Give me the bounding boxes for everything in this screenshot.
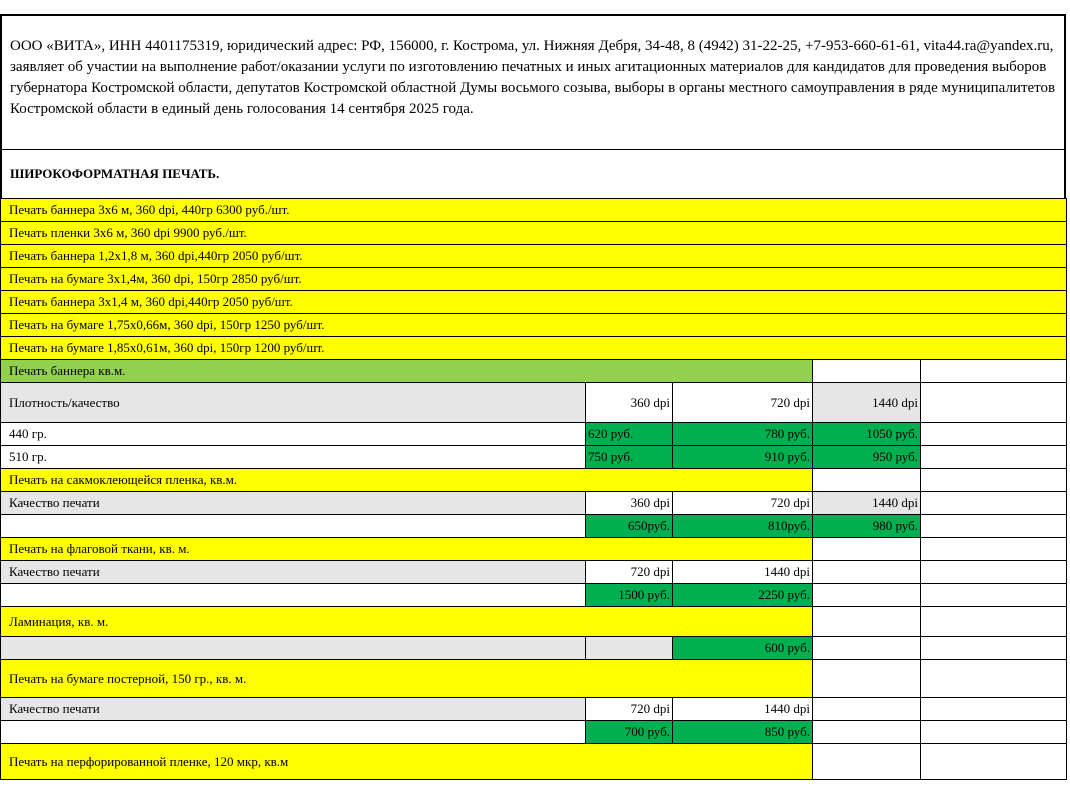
company-statement xyxy=(0,14,1066,150)
section-title-text: ШИРОКОФОРМАТНАЯ ПЕЧАТЬ. xyxy=(10,166,220,181)
price-cell: 700 руб. xyxy=(586,721,673,744)
empty-cell xyxy=(813,538,921,561)
price-cell: 600 руб. xyxy=(673,637,813,660)
list-item xyxy=(1,291,1067,314)
price-cell: 650руб. xyxy=(586,515,673,538)
price-cell: 780 руб. xyxy=(673,423,813,446)
empty-cell xyxy=(1,584,586,607)
empty-cell xyxy=(921,607,1067,637)
price-cell: 910 руб. xyxy=(673,446,813,469)
density-cell: 510 гр. xyxy=(1,446,586,469)
table-row xyxy=(1,492,1067,515)
price-cell: 1050 руб. xyxy=(813,423,921,446)
column-header: Качество печати xyxy=(1,561,586,584)
column-header: 720 dpi xyxy=(673,383,813,423)
empty-cell xyxy=(921,744,1067,780)
list-item xyxy=(1,268,1067,291)
column-header: 1440 dpi xyxy=(673,561,813,584)
empty-cell xyxy=(813,607,921,637)
empty-cell xyxy=(921,637,1067,660)
empty-cell xyxy=(921,492,1067,515)
table-row xyxy=(1,446,1067,469)
column-header: 360 dpi xyxy=(586,383,673,423)
poster-title: Печать на бумаге постерной, 150 гр., кв. м. xyxy=(1,660,813,698)
banner-title: Печать баннера кв.м. xyxy=(1,360,813,383)
empty-cell xyxy=(813,360,921,383)
item-text: Печать баннера 3х6 м, 360 dpi, 440гр 6300 руб./шт. xyxy=(1,199,1067,222)
empty-cell xyxy=(921,698,1067,721)
price-cell: 850 руб. xyxy=(673,721,813,744)
empty-cell xyxy=(921,360,1067,383)
company-statement-text: ООО «ВИТА», ИНН 4401175319, юридический адрес: РФ, 156000, г. Кострома, ул. Нижняя Дебря, 34-48, 8 (4942) 31-22-25, +7-953-660-61-61, vita44.ra@yandex.ru, заявляет об участии на выполнение работ/оказании услуги по изготовлению печатных и иных агитационных материалов для кандидатов для проведения выборов губернатора Костромской области, депутатов Костромской областной Думы восьмого созыва, выборы в органы местного самоуправления в ряде муниципалитетов Костромской области в единый день голосования 14 сентября 2025 года. xyxy=(10,38,1056,117)
empty-cell xyxy=(813,584,921,607)
item-text: Печать пленки 3х6 м, 360 dpi 9900 руб./шт. xyxy=(1,222,1067,245)
column-header: Качество печати xyxy=(1,698,586,721)
table-row xyxy=(1,698,1067,721)
empty-cell xyxy=(921,446,1067,469)
empty-cell xyxy=(921,660,1067,698)
item-text: Печать на бумаге 1,85х0,61м, 360 dpi, 150гр 1200 руб/шт. xyxy=(1,337,1067,360)
table-row xyxy=(1,469,1067,492)
empty-cell xyxy=(813,660,921,698)
empty-cell xyxy=(921,515,1067,538)
item-text: Печать на бумаге 1,75х0,66м, 360 dpi, 150гр 1250 руб/шт. xyxy=(1,314,1067,337)
price-cell: 620 руб. xyxy=(586,423,673,446)
column-header: Качество печати xyxy=(1,492,586,515)
table-row xyxy=(1,607,1067,637)
perforated-title: Печать на перфорированной пленке, 120 мкр, кв.м xyxy=(1,744,813,780)
table-row xyxy=(1,423,1067,446)
empty-cell xyxy=(921,423,1067,446)
price-table xyxy=(0,198,1067,780)
table-row xyxy=(1,744,1067,780)
column-header: 720 dpi xyxy=(586,561,673,584)
table-row xyxy=(1,538,1067,561)
density-cell: 440 гр. xyxy=(1,423,586,446)
section-title xyxy=(0,150,1066,198)
list-item xyxy=(1,199,1067,222)
empty-cell xyxy=(1,515,586,538)
lamination-title: Ламинация, кв. м. xyxy=(1,607,813,637)
price-cell: 750 руб. xyxy=(586,446,673,469)
table-row xyxy=(1,360,1067,383)
table-row xyxy=(1,383,1067,423)
empty-cell xyxy=(813,744,921,780)
empty-cell xyxy=(813,721,921,744)
table-row xyxy=(1,561,1067,584)
empty-cell xyxy=(813,561,921,584)
empty-cell xyxy=(921,561,1067,584)
column-header: 1440 dpi xyxy=(673,698,813,721)
top-margin xyxy=(0,0,1070,14)
empty-cell xyxy=(921,721,1067,744)
table-row xyxy=(1,637,1067,660)
empty-cell xyxy=(1,721,586,744)
film-title: Печать на сакмоклеющейся пленка, кв.м. xyxy=(1,469,813,492)
empty-cell xyxy=(921,538,1067,561)
empty-cell xyxy=(921,584,1067,607)
price-cell: 2250 руб. xyxy=(673,584,813,607)
empty-cell xyxy=(921,383,1067,423)
empty-cell xyxy=(813,698,921,721)
table-row xyxy=(1,660,1067,698)
list-item xyxy=(1,245,1067,268)
column-header: 1440 dpi xyxy=(813,383,921,423)
column-header: 720 dpi xyxy=(673,492,813,515)
empty-cell xyxy=(921,469,1067,492)
item-text: Печать на бумаге 3х1,4м, 360 dpi, 150гр 2850 руб/шт. xyxy=(1,268,1067,291)
table-row xyxy=(1,515,1067,538)
list-item xyxy=(1,314,1067,337)
price-cell: 950 руб. xyxy=(813,446,921,469)
empty-cell xyxy=(586,637,673,660)
empty-cell xyxy=(813,469,921,492)
list-item xyxy=(1,337,1067,360)
table-row xyxy=(1,584,1067,607)
flag-title: Печать на флаговой ткани, кв. м. xyxy=(1,538,813,561)
table-row xyxy=(1,721,1067,744)
empty-cell xyxy=(813,637,921,660)
empty-cell xyxy=(1,637,586,660)
price-cell: 980 руб. xyxy=(813,515,921,538)
list-item xyxy=(1,222,1067,245)
column-header: 1440 dpi xyxy=(813,492,921,515)
price-cell: 810руб. xyxy=(673,515,813,538)
item-text: Печать баннера 1,2х1,8 м, 360 dpi,440гр 2050 руб/шт. xyxy=(1,245,1067,268)
price-cell: 1500 руб. xyxy=(586,584,673,607)
column-header: Плотность/качество xyxy=(1,383,586,423)
column-header: 360 dpi xyxy=(586,492,673,515)
item-text: Печать баннера 3х1,4 м, 360 dpi,440гр 2050 руб/шт. xyxy=(1,291,1067,314)
column-header: 720 dpi xyxy=(586,698,673,721)
